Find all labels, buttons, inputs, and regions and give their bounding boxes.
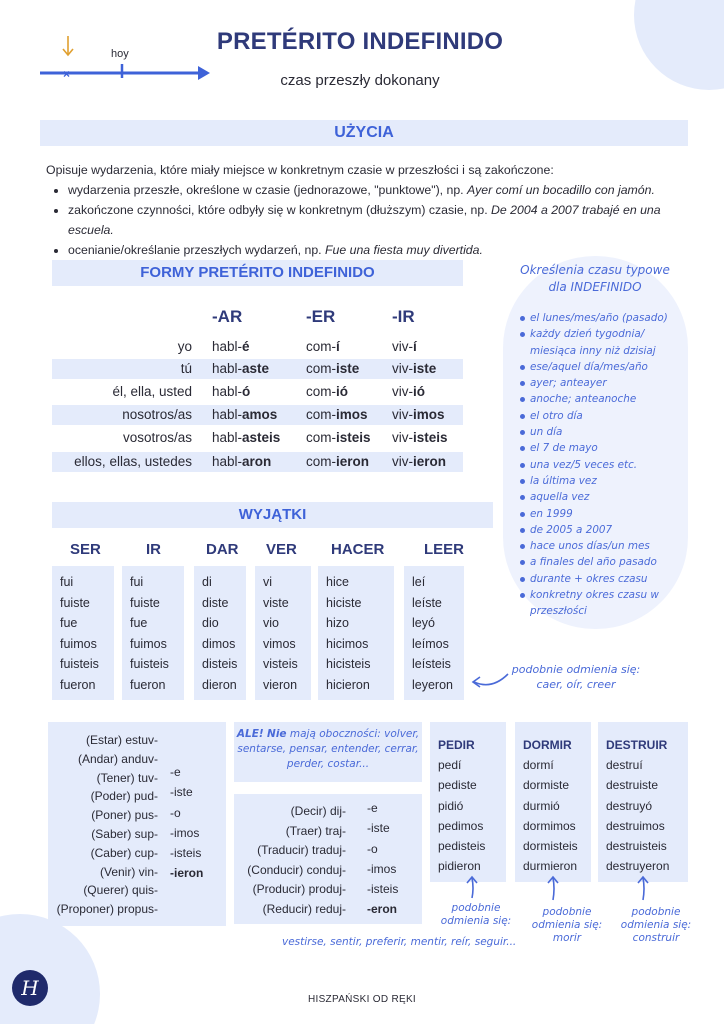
arrow-up-icon bbox=[460, 874, 484, 900]
leer-note: podobnie odmienia się: caer, oír, creer bbox=[511, 663, 641, 691]
usage-item: • ocenianie/określanie przeszłych wydarzeń, np. Fue una fiesta muy divertida. bbox=[68, 240, 696, 260]
decorative-circle-top bbox=[634, 0, 724, 90]
usage-item: • zakończone czynności, które odbyły się w konkretnym (dłuższym) czasie, np. De 2004 a 2007 trabajé en una escuela. bbox=[68, 200, 696, 240]
list-item: konkretny okres czasu w przeszłości bbox=[520, 587, 690, 620]
svg-text:×: × bbox=[63, 67, 71, 81]
conjugation-row: ellos, ellas, ustedes habl-aron com-ieron viv-ieron bbox=[52, 452, 463, 472]
dormir-forms: DORMIR dormí dormiste durmió dormimos dormisteis durmieron bbox=[523, 738, 578, 874]
list-item: un día bbox=[520, 424, 690, 440]
pedir-forms: PEDIR pedí pediste pidió pedimos pedisteis pidieron bbox=[438, 738, 486, 874]
verb-heading: VER bbox=[266, 541, 297, 558]
verb-heading: HACER bbox=[331, 541, 385, 558]
irregular-stems-list: (Estar) estuv- (Andar) anduv- (Tener) tuv- (Poder) pud- (Poner) pus- (Saber) sup- (Caber) cup- (Venir) vin- (Querer) quis- (Proponer) propus- bbox=[56, 733, 158, 917]
verb-heading: IR bbox=[146, 541, 161, 558]
time-expressions-list bbox=[520, 310, 690, 620]
list-item: el lunes/mes/año (pasado) bbox=[520, 310, 690, 326]
usage-item: • wydarzenia przeszłe, określone w czasie (jednorazowe, "punktowe"), np. Ayer comí un bocadillo con jamón. bbox=[68, 180, 696, 200]
section-title-formy: FORMY PRETÉRITO INDEFINIDO bbox=[52, 260, 463, 286]
conjugation-row: tú habl-aste com-iste viv-iste bbox=[52, 359, 463, 379]
header-ar: -AR bbox=[212, 307, 243, 326]
list-item: el 7 de mayo bbox=[520, 440, 690, 456]
verb-forms-ir: fui fuiste fue fuimos fuisteis fueron bbox=[122, 566, 184, 700]
dormir-note: podobnie odmienia się: morir bbox=[531, 906, 603, 944]
verb-forms-leer: leí leíste leyó leímos leísteis leyeron bbox=[404, 566, 464, 700]
arrow-up-icon bbox=[631, 874, 655, 902]
arrow-up-icon bbox=[541, 874, 565, 902]
timeline-label: hoy bbox=[111, 48, 129, 60]
list-item: ayer; anteayer bbox=[520, 375, 690, 391]
verb-forms-ver: vi viste vio vimos visteis vieron bbox=[255, 566, 311, 700]
list-item: anoche; anteanoche bbox=[520, 391, 690, 407]
list-item: ese/aquel día/mes/año bbox=[520, 359, 690, 375]
verb-heading: LEER bbox=[424, 541, 465, 558]
usage-description bbox=[46, 160, 696, 260]
section-title-uzycia: UŻYCIA bbox=[40, 120, 688, 146]
page-title: PRETÉRITO INDEFINIDO bbox=[216, 28, 504, 55]
list-item: el otro día bbox=[520, 408, 690, 424]
irregular-j-stems: (Decir) dij- (Traer) traj- (Traducir) traduj- (Conducir) conduj- (Producir) produj- (Reducir) reduj- bbox=[247, 804, 346, 916]
conjugation-row: él, ella, usted habl-ó com-ió viv-ió bbox=[112, 384, 425, 399]
header-ir: -IR bbox=[392, 307, 415, 326]
list-item: en 1999 bbox=[520, 506, 690, 522]
list-item: aquella vez bbox=[520, 489, 690, 505]
list-item: a finales del año pasado bbox=[520, 554, 690, 570]
list-item: durante + okres czasu bbox=[520, 571, 690, 587]
decorative-circle-bottom bbox=[0, 914, 100, 1024]
verb-heading: SER bbox=[70, 541, 101, 558]
usage-intro: Opisuje wydarzenia, które miały miejsce w konkretnym czasie w przeszłości i są zakończone: bbox=[46, 163, 554, 177]
footer-brand: HISZPAŃSKI OD RĘKI bbox=[307, 994, 416, 1005]
conjugation-row: yo habl-é com-í viv-í bbox=[177, 339, 417, 354]
conjugation-row: nosotros/as habl-amos com-imos viv-imos bbox=[52, 405, 463, 425]
page-subtitle: czas przeszły dokonany bbox=[280, 72, 440, 89]
pedir-note: podobnie odmienia się: bbox=[440, 902, 512, 927]
list-item: una vez/5 veces etc. bbox=[520, 457, 690, 473]
section-title-wyjatki: WYJĄTKI bbox=[52, 502, 493, 528]
warning-note: ALE! Nie mają oboczności: volver, sentarse, pensar, entender, cerrar, perder, costar... bbox=[236, 728, 420, 770]
time-expressions-title: Określenia czasu typowe dla INDEFINIDO bbox=[520, 263, 670, 294]
list-item: każdy dzień tygodnia/ miesiąca inny niż dzisiaj bbox=[520, 326, 690, 359]
list-item: de 2005 a 2007 bbox=[520, 522, 690, 538]
list-item: hace unos días/un mes bbox=[520, 538, 690, 554]
pedir-like-verbs: vestirse, sentir, preferir, mentir, reír, seguir... bbox=[282, 936, 517, 948]
header-er: -ER bbox=[306, 307, 336, 326]
arrow-icon bbox=[470, 666, 510, 692]
conjugation-row: vosotros/as habl-asteis com-isteis viv-isteis bbox=[122, 430, 448, 445]
verb-forms-hacer: hice hiciste hizo hicimos hicisteis hicieron bbox=[318, 566, 394, 700]
irregular-endings-list: -e -iste -o -imos -isteis -ieron bbox=[170, 765, 204, 881]
destruir-forms: DESTRUIR destruí destruiste destruyó destruimos destruisteis destruyeron bbox=[606, 738, 670, 874]
brand-logo: H bbox=[12, 970, 48, 1006]
verb-forms-dar: di diste dio dimos disteis dieron bbox=[194, 566, 246, 700]
verb-forms-ser: fui fuiste fue fuimos fuisteis fueron bbox=[52, 566, 114, 700]
usage-list bbox=[68, 180, 696, 260]
verb-heading: DAR bbox=[206, 541, 239, 558]
destruir-note: podobnie odmienia się: construir bbox=[620, 906, 692, 944]
irregular-j-endings: -e -iste -o -imos -isteis -eron bbox=[367, 801, 399, 917]
list-item: la última vez bbox=[520, 473, 690, 489]
